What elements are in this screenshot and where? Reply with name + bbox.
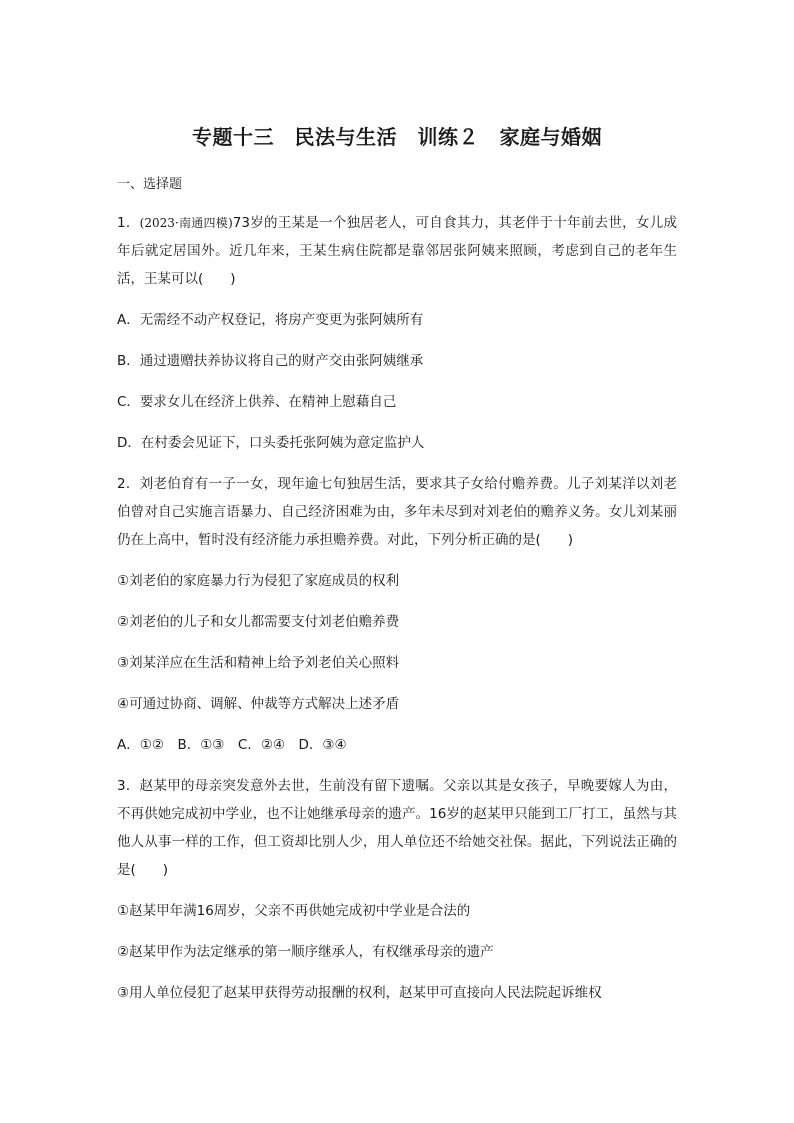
question-1-option-a: A．无需经不动产权登记，将房产变更为张阿姨所有: [117, 312, 424, 328]
question-number: 1．: [117, 215, 140, 231]
question-3-statement-3: ③用人单位侵犯了赵某甲获得劳动报酬的权利，赵某甲可直接向人民法院起诉维权: [117, 985, 602, 1001]
question-3-statement-2: ②赵某甲作为法定继承的第一顺序继承人，有权继承母亲的遗产: [117, 944, 494, 960]
section-heading: 一、选择题: [117, 177, 183, 192]
question-text: 赵某甲的母亲突发意外去世，生前没有留下遗嘱。父亲以其是女孩子，早晚要嫁人为由，不再供她完成初中学业，也不让她继承母亲的遗产。16岁的赵某甲只能到工厂打工，虽然与其他人从事一样的工作，但工资却比别人少，用人单位还不给她交社保。据此，下列说法正确的是( ): [117, 778, 678, 878]
question-list: [117, 209, 677, 1020]
question-1-option-d: D．在村委会见证下，口头委托张阿姨为意定监护人: [117, 435, 425, 451]
question-1-option-c: C．要求女儿在经济上供养、在精神上慰藉自己: [117, 394, 397, 410]
question-2-stem: [117, 470, 677, 554]
question-2-statement-4: ④可通过协商、调解、仲裁等方式解决上述矛盾: [117, 696, 400, 712]
question-2-statement-1: ①刘老伯的家庭暴力行为侵犯了家庭成员的权利: [117, 573, 400, 589]
question-1-stem: [117, 209, 677, 293]
question-3-statement-1: ①赵某甲年满16周岁，父亲不再供她完成初中学业是合法的: [117, 903, 471, 919]
question-2-statement-3: ③刘某洋应在生活和精神上给予刘老伯关心照料: [117, 655, 400, 671]
page-title: 专题十三 民法与生活 训练２ 家庭与婚姻: [192, 125, 602, 149]
question-2-statement-2: ②刘老伯的儿子和女儿都需要支付刘老伯赡养费: [117, 614, 400, 630]
question-2-choices: A．①② B．①③ C．②④ D．③④: [117, 737, 347, 753]
question-number: 3．: [117, 778, 140, 794]
question-number: 2．: [117, 476, 140, 492]
question-text: 73岁的王某是一个独居老人，可自食其力，其老伴于十年前去世，女儿成年后就定居国外。近几年来，王某生病住院都是靠邻居张阿姨来照顾，考虑到自己的老年生活，王某可以( ): [117, 215, 678, 287]
question-1-option-b: B．通过遗赠扶养协议将自己的财产交由张阿姨继承: [117, 353, 424, 369]
question-source: (2023·南通四模): [139, 216, 233, 230]
question-3-stem: [117, 772, 677, 884]
question-text: 刘老伯育有一子一女，现年逾七旬独居生活，要求其子女给付赡养费。儿子刘某洋以刘老伯曾对自己实施言语暴力、自己经济困难为由，多年未尽到对刘老伯的赡养义务。女儿刘某丽仍在上高中，暂时没有经济能力承担赡养费。对此，下列分析正确的是( ): [117, 476, 678, 548]
